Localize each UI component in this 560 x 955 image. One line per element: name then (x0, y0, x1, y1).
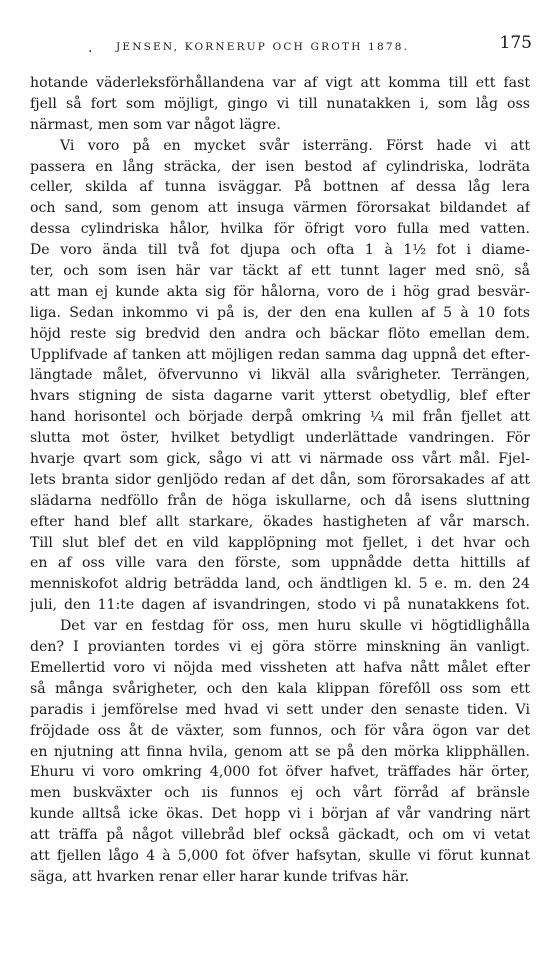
running-header (30, 28, 532, 56)
body-text (30, 73, 532, 888)
text-line: hand horisontel och började derpå omkring ¼ mil från fjellet att (30, 409, 530, 426)
text-line: Det var en festdag för oss, men huru skulle vi högtidlighålla (60, 618, 530, 635)
text-line: så många svårigheter, och den kala klippan förefôll oss som ett (30, 680, 530, 697)
page-number: 175 (499, 33, 532, 53)
text-line: Emellertid voro vi nöjda med vissheten att hafva nått målet efter (30, 659, 530, 676)
text-line: men buskväxter och ıis funnos ej och vårt förråd af bränsle (30, 785, 530, 802)
text-line: ter, och som isen här var täckt af ett tunnt lager med snö, så (30, 263, 530, 280)
text-line: hvarje qvart som gick, sågo vi att vi närmade oss vårt mål. Fjel- (30, 451, 530, 468)
text-line: slutta mot öster, hvilket betydligt underlättade vandringen. För (30, 430, 530, 447)
text-line: en af oss ville vara den förste, som uppnådde detta hittills af (30, 555, 530, 572)
text-line: juli, den 11:te dagen af isvandringen, stodo vi på nunatakkens fot. (30, 597, 530, 614)
text-line: menniskofot aldrig beträdda land, och ändtligen kl. 5 e. m. den 24 (30, 576, 530, 593)
text-line: Upplifvade af tanken att möjligen redan samma dag uppnå det efter- (30, 346, 530, 363)
text-line: Till slut blef det en vild kapplöpning mot fjellet, i det hvar och (30, 534, 530, 551)
text-line: och sand, som genom att insuga värmen förorsakat bildandet af (30, 200, 530, 217)
text-line: efter hand blef allt starkare, ökades hastigheten af vår marsch. (30, 513, 530, 530)
text-line: en njutning att finna hvila, genom att se på den mörka klipphällen. (30, 743, 530, 760)
text-line: paradis i jemförelse med hvad vi sett under den senaste tiden. Vi (30, 701, 530, 718)
running-title: JENSEN, KORNERUP OCH GROTH 1878. (116, 41, 410, 53)
text-line: slädarna nedföllo från de höga iskullarne, och då isens sluttning (30, 492, 530, 509)
text-line: närmast, men som var något lägre. (30, 116, 281, 133)
book-page (30, 28, 532, 888)
text-line: fjell så fort som möjligt, gingo vi till nunatakken i, som låg oss (30, 95, 530, 112)
text-line: säga, att hvarken renar eller harar kunde trifvas här. (30, 868, 410, 885)
header-marker: . (88, 40, 95, 56)
text-line: lets branta sidor genljödo redan af det dån, som förorsakades af att (30, 471, 530, 488)
text-line: passera en lång sträcka, der isen bestod af cylindriska, lodräta (30, 158, 530, 175)
text-line: dessa cylindriska hålor, hvilka för öfrigt voro fulla med vatten. (30, 221, 530, 238)
text-line: liga. Sedan inkommo vi på is, der den ena kullen af 5 à 10 fots (30, 304, 530, 321)
text-line: Vi voro på en mycket svår isterräng. Först hade vi att (60, 137, 530, 154)
text-line: Ehuru vi voro omkring 4,000 fot öfver hafvet, träffades här örter, (30, 764, 530, 781)
text-line: hotande väderleksförhållandena var af vigt att komma till ett fast (30, 75, 530, 91)
text-line: kunde alltså icke ökas. Det hopp vi i början af vår vandring närt (30, 806, 530, 823)
text-line: längtade målet, öfvervunno vi likväl alla svårigheter. Terrängen, (30, 367, 530, 384)
text-line: att träffa på något villebråd blef också gäckadt, och om vi vetat (30, 827, 530, 844)
text-line: fröjdade oss åt de växter, som funnos, och för våra ögon var det (30, 722, 530, 739)
text-line: att man ej kunde akta sig för hålorna, voro de i hög grad besvär- (30, 283, 530, 300)
text-line: celler, skilda af tunna isväggar. På bottnen af dessa låg lera (30, 179, 530, 196)
text-line: De voro ända till två fot djupa och ofta 1 à 1½ fot i diame- (30, 242, 530, 259)
text-line: höjd reste sig bredvid den andra och bäckar flöto emellan dem. (30, 325, 530, 342)
text-line: den? I provianten tordes vi ej göra större minskning än vanligt. (30, 639, 530, 656)
text-line: att fjellen lågo 4 à 5,000 fot öfver hafsytan, skulle vi förut kunnat (30, 847, 530, 864)
text-line: hvars stigning de sista dagarne varit ytterst obetydlig, blef efter (30, 388, 530, 405)
